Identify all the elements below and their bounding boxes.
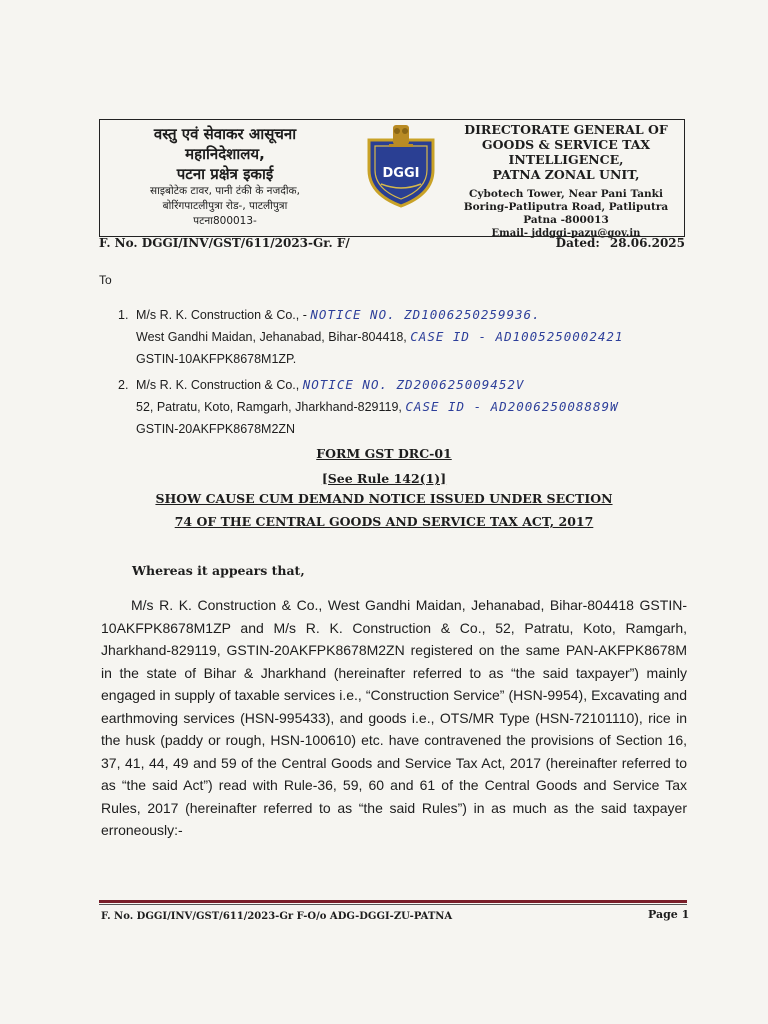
addressee-name: M/s R. K. Construction & Co., bbox=[136, 378, 300, 392]
english-title-line3: INTELLIGENCE, bbox=[508, 152, 624, 167]
notice-heading-line1: SHOW CAUSE CUM DEMAND NOTICE ISSUED UNDER SECTION bbox=[155, 491, 613, 506]
dggi-emblem-logo bbox=[359, 122, 443, 208]
addressee-name: M/s R. K. Construction & Co., - bbox=[136, 308, 307, 322]
addressee-number: 1. bbox=[118, 308, 129, 322]
dated-label: Dated: bbox=[555, 236, 600, 250]
english-address-line2: Boring-Patliputra Road, Patliputra bbox=[463, 201, 669, 213]
handwritten-case-id: CASE ID - AD200625008889W bbox=[405, 399, 619, 414]
rule-reference: [See Rule 142(1)] bbox=[321, 471, 447, 486]
body-paragraph: M/s R. K. Construction & Co., West Gandhi Maidan, Jehanabad, Bihar-804418 GSTIN-10AKFPK8678M1ZP and M/s R. K. Construction & Co., 52, Patratu, Koto, Ramgarh, Jharkhand-829119, GSTIN-20AKFPK8678M2ZN registered on the same PAN-AKFPK8678M in the state of Bihar & Jharkhand (hereinafter referred to as “the said taxpayer”) mainly engaged in supply of taxable services i.e., “Construction Service” (HSN-9954), Excavating and earthmoving services (HSN-995433), and goods i.e., OTS/MR Type (HSN-72101110), rice in the husk (paddy or rough, HSN-100610) etc. have contravened the provisions of Section 16, 37, 41, 44, 49 and 59 of the Central Goods and Service Tax Act, 2017 (hereinafter referred to as “the said Act”) read with Rule-36, 59, 60 and 61 of the Central Goods and Service Tax Rules, 2017 (hereinafter referred to as “the said Rules”) in as much as the said taxpayer erroneously:- bbox=[101, 597, 687, 838]
english-letterhead bbox=[448, 122, 684, 240]
logo-text: DGGI bbox=[382, 166, 420, 181]
addressee-number: 2. bbox=[118, 378, 129, 392]
addressee-2 bbox=[118, 374, 619, 440]
notice-heading-line2: 74 OF THE CENTRAL GOODS AND SERVICE TAX ACT, 2017 bbox=[174, 514, 594, 529]
handwritten-notice-no: NOTICE NO. ZD200625009452V bbox=[302, 377, 525, 392]
footer-rule bbox=[99, 900, 687, 903]
email-line: Email- jddggi-pazu@gov.in bbox=[491, 228, 641, 239]
to-label: To bbox=[99, 273, 112, 287]
hindi-title-line3: पटना प्रक्षेत्र इकाई bbox=[176, 165, 274, 183]
addressee-1 bbox=[118, 304, 623, 370]
letterhead bbox=[99, 119, 685, 237]
dated-value: 28.06.2025 bbox=[609, 236, 685, 250]
footer-file-number: F. No. DGGI/INV/GST/611/2023-Gr F-O/o ADG-DGGI-ZU-PATNA bbox=[101, 911, 453, 922]
addressee-address: 52, Patratu, Koto, Ramgarh, Jharkhand-829119, bbox=[136, 400, 402, 414]
handwritten-case-id: CASE ID - AD1005250002421 bbox=[410, 329, 624, 344]
form-title: FORM GST DRC-01 bbox=[316, 446, 452, 461]
addressee-gstin: GSTIN-20AKFPK8678M2ZN bbox=[136, 422, 296, 436]
hindi-address-line3: पटना800013- bbox=[193, 215, 257, 227]
hindi-title-line1: वस्तु एवं सेवाकर आसूचना bbox=[153, 125, 297, 143]
english-title-line4: PATNA ZONAL UNIT, bbox=[492, 167, 640, 182]
addressee-address: West Gandhi Maidan, Jehanabad, Bihar-804418, bbox=[136, 330, 407, 344]
english-title-line1: DIRECTORATE GENERAL OF bbox=[464, 122, 668, 137]
date-block bbox=[546, 236, 685, 250]
file-number: F. No. DGGI/INV/GST/611/2023-Gr. F/ bbox=[99, 236, 350, 250]
hindi-address-line2: बोरिंगपाटलीपुत्रा रोड-, पाटलीपुत्रा bbox=[162, 200, 288, 212]
whereas-line: Whereas it appears that, bbox=[132, 563, 305, 578]
hindi-address-line1: साइबोटेक टावर, पानी टंकी के नजदीक, bbox=[150, 185, 300, 197]
footer-rule-thin bbox=[99, 904, 687, 905]
page-number: Page 1 bbox=[648, 908, 690, 921]
handwritten-notice-no: NOTICE NO. ZD1006250259936. bbox=[310, 307, 541, 322]
addressee-gstin: GSTIN-10AKFPK8678M1ZP. bbox=[136, 352, 297, 366]
english-title-line2: GOODS & SERVICE TAX bbox=[481, 137, 651, 152]
hindi-letterhead bbox=[100, 120, 350, 229]
english-address-line1: Cybotech Tower, Near Pani Tanki bbox=[469, 188, 663, 200]
hindi-title-line2: महानिदेशालय, bbox=[185, 145, 265, 163]
english-address-line3: Patna -800013 bbox=[523, 214, 609, 226]
